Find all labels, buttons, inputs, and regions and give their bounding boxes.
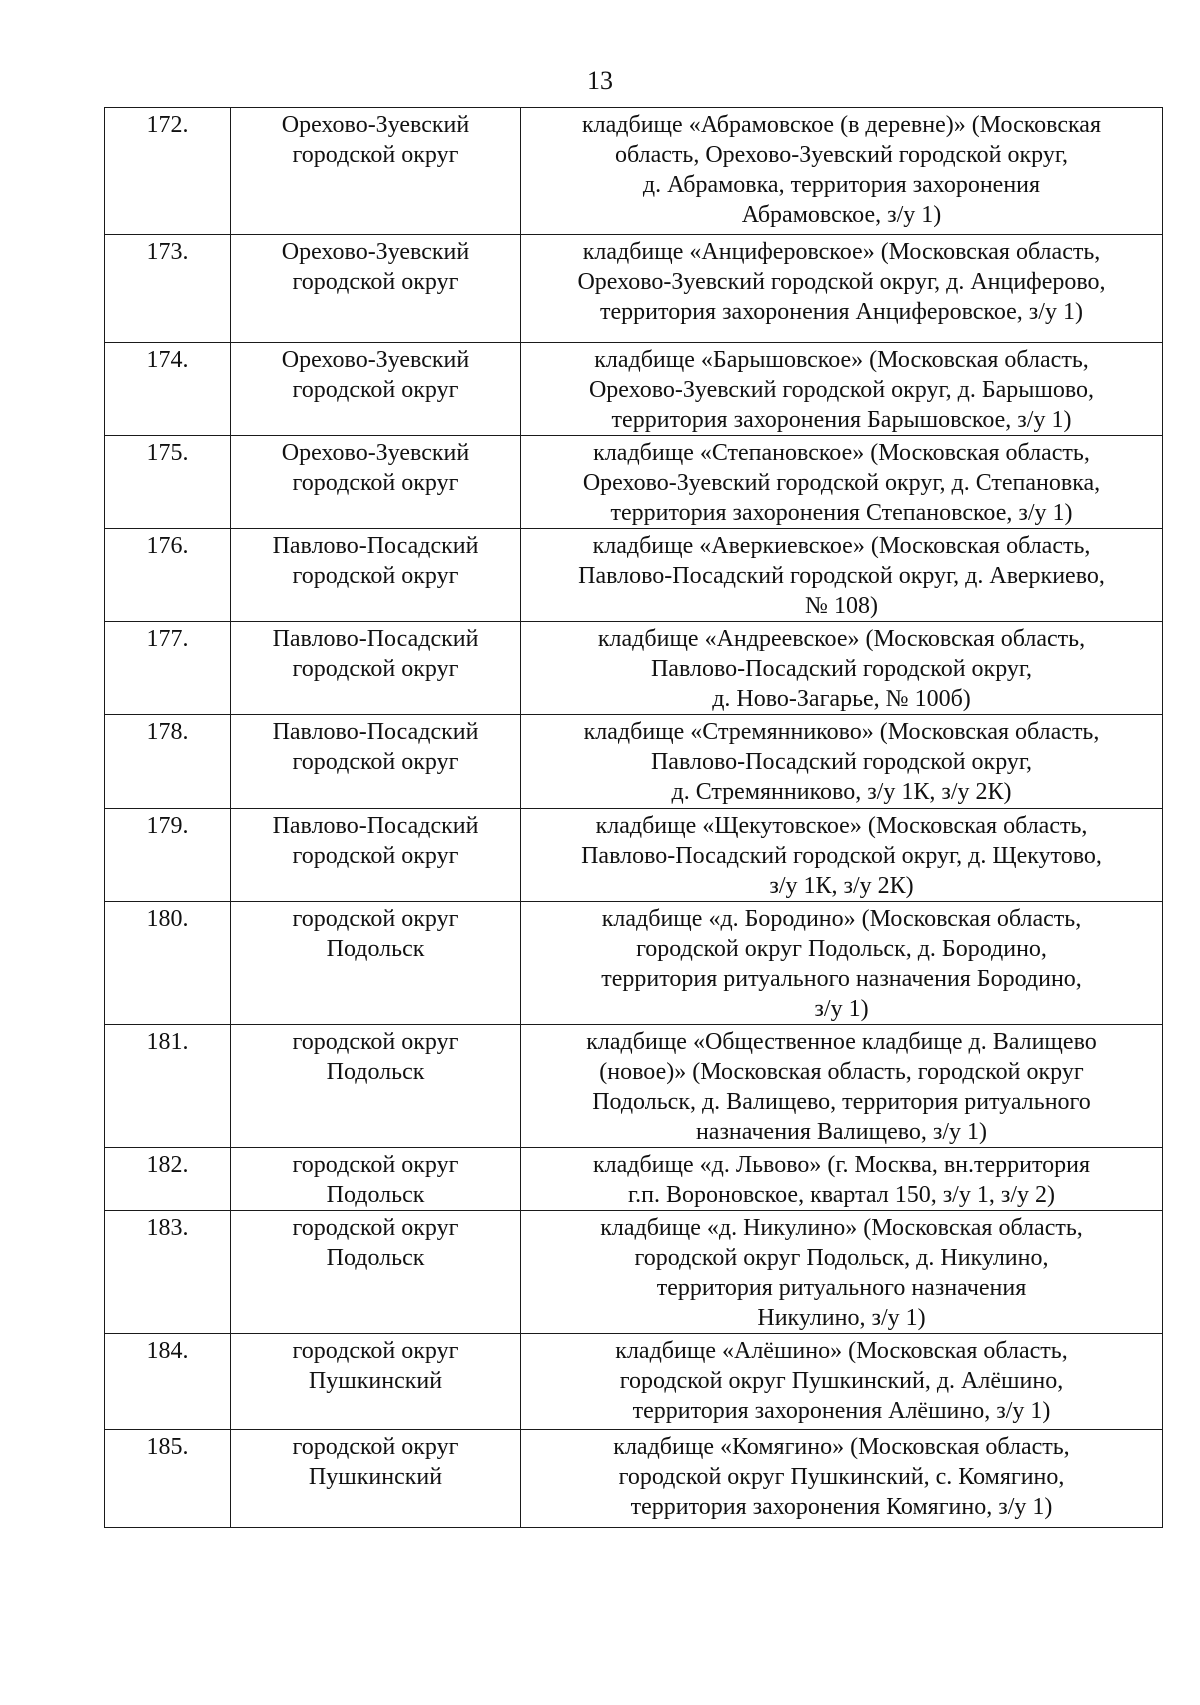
table-row <box>105 1148 1163 1211</box>
district-line: Подольск <box>326 1245 425 1271</box>
cemetery-line: кладбище «Анциферовское» (Московская область, <box>582 239 1101 265</box>
table-row <box>105 436 1163 529</box>
table-row <box>105 622 1163 715</box>
district-line: городской округ <box>292 906 459 932</box>
row-number: 176. <box>105 529 231 622</box>
district-line: городской округ <box>292 1152 459 1178</box>
district-cell <box>231 1430 521 1528</box>
district-line: Подольск <box>326 1182 425 1208</box>
cemetery-line: территория захоронения Анциферовское, з/у 1) <box>600 299 1083 325</box>
district-cell <box>231 902 521 1025</box>
district-line: Пушкинский <box>308 1464 443 1490</box>
district-line: Орехово-Зуевский <box>281 440 470 466</box>
district-line: Павлово-Посадский <box>272 533 479 559</box>
district-cell <box>231 436 521 529</box>
cemetery-line: территория захоронения Степановское, з/у 1) <box>610 500 1073 526</box>
cemetery-cell <box>521 235 1163 343</box>
district-line: городской округ <box>292 142 459 168</box>
table-row <box>105 809 1163 902</box>
cemetery-line: кладбище «Андреевское» (Московская область, <box>597 626 1086 652</box>
cemetery-registry-table <box>104 107 1163 1528</box>
row-number: 173. <box>105 235 231 343</box>
district-line: Пушкинский <box>308 1368 443 1394</box>
district-cell <box>231 1334 521 1430</box>
district-line: городской округ <box>292 563 459 589</box>
cemetery-line: кладбище «Барышовское» (Московская область, <box>594 347 1089 373</box>
district-cell <box>231 529 521 622</box>
cemetery-line: территория захоронения Алёшино, з/у 1) <box>632 1398 1051 1424</box>
row-number: 179. <box>105 809 231 902</box>
cemetery-line: Подольск, д. Валищево, территория ритуального <box>592 1089 1091 1115</box>
cemetery-cell <box>521 1025 1163 1148</box>
cemetery-cell <box>521 1430 1163 1528</box>
cemetery-cell <box>521 529 1163 622</box>
cemetery-line: Абрамовское, з/у 1) <box>741 202 942 228</box>
district-line: Орехово-Зуевский <box>281 239 470 265</box>
cemetery-line: область, Орехово-Зуевский городской округ, <box>615 142 1068 168</box>
row-number: 181. <box>105 1025 231 1148</box>
district-cell <box>231 1025 521 1148</box>
cemetery-line: городской округ Пушкинский, д. Алёшино, <box>619 1368 1064 1394</box>
cemetery-line: назначения Валищево, з/у 1) <box>695 1119 988 1145</box>
cemetery-line: з/у 1К, з/у 2К) <box>769 873 914 899</box>
cemetery-line: кладбище «д. Никулино» (Московская область, <box>600 1215 1083 1241</box>
cemetery-line: д. Ново-Загарье, № 100б) <box>712 686 971 712</box>
district-cell <box>231 1148 521 1211</box>
table-row <box>105 715 1163 809</box>
row-number: 182. <box>105 1148 231 1211</box>
cemetery-line: Павлово-Посадский городской округ, д. Аверкиево, <box>578 563 1105 589</box>
district-cell <box>231 1211 521 1334</box>
row-number: 177. <box>105 622 231 715</box>
registry-body <box>105 108 1163 1528</box>
cemetery-line: г.п. Вороновское, квартал 150, з/у 1, з/у 2) <box>628 1182 1055 1208</box>
cemetery-line: территория ритуального назначения Бородино, <box>601 966 1082 992</box>
district-line: городской округ <box>292 1215 459 1241</box>
row-number: 185. <box>105 1430 231 1528</box>
cemetery-line: д. Стремянниково, з/у 1К, з/у 2К) <box>671 779 1012 805</box>
cemetery-line: кладбище «Общественное кладбище д. Валищево <box>586 1029 1097 1055</box>
district-line: Подольск <box>326 936 425 962</box>
cemetery-cell <box>521 343 1163 436</box>
cemetery-line: кладбище «Комягино» (Московская область, <box>613 1434 1070 1460</box>
cemetery-line: Орехово-Зуевский городской округ, д. Анциферово, <box>577 269 1106 295</box>
district-line: городской округ <box>292 1029 459 1055</box>
cemetery-line: кладбище «д. Бородино» (Московская область, <box>601 906 1082 932</box>
cemetery-line: з/у 1) <box>814 996 869 1022</box>
district-cell <box>231 343 521 436</box>
table-row <box>105 108 1163 235</box>
district-line: Орехово-Зуевский <box>281 347 470 373</box>
table-row <box>105 1430 1163 1528</box>
cemetery-cell <box>521 1148 1163 1211</box>
row-number: 175. <box>105 436 231 529</box>
cemetery-line: Павлово-Посадский городской округ, <box>650 656 1033 682</box>
table-row <box>105 1334 1163 1430</box>
cemetery-line: Павлово-Посадский городской округ, д. Щекутово, <box>581 843 1102 869</box>
row-number: 178. <box>105 715 231 809</box>
cemetery-line: городской округ Подольск, д. Бородино, <box>636 936 1047 962</box>
table-row <box>105 343 1163 436</box>
district-line: городской округ <box>292 656 459 682</box>
cemetery-line: (новое)» (Московская область, городской округ <box>599 1059 1084 1085</box>
cemetery-line: Орехово-Зуевский городской округ, д. Барышово, <box>588 377 1095 403</box>
district-line: Павлово-Посадский <box>272 626 479 652</box>
cemetery-cell <box>521 1211 1163 1334</box>
cemetery-line: Павлово-Посадский городской округ, <box>650 749 1033 775</box>
cemetery-line: территория захоронения Барышовское, з/у 1) <box>611 407 1072 433</box>
district-line: городской округ <box>292 470 459 496</box>
cemetery-line: Орехово-Зуевский городской округ, д. Степановка, <box>582 470 1101 496</box>
cemetery-line: территория захоронения Комягино, з/у 1) <box>630 1494 1053 1520</box>
row-number: 184. <box>105 1334 231 1430</box>
cemetery-line: кладбище «Щекутовское» (Московская область, <box>595 813 1088 839</box>
cemetery-line: кладбище «Аверкиевское» (Московская область, <box>592 533 1091 559</box>
district-line: Павлово-Посадский <box>272 719 479 745</box>
district-line: городской округ <box>292 749 459 775</box>
cemetery-cell <box>521 436 1163 529</box>
cemetery-line: кладбище «Стремянниково» (Московская область, <box>583 719 1100 745</box>
cemetery-cell <box>521 715 1163 809</box>
district-line: городской округ <box>292 269 459 295</box>
table-row <box>105 529 1163 622</box>
district-cell <box>231 622 521 715</box>
cemetery-line: № 108) <box>805 593 878 619</box>
cemetery-line: территория ритуального назначения <box>656 1275 1027 1301</box>
cemetery-cell <box>521 902 1163 1025</box>
table-row <box>105 1211 1163 1334</box>
district-line: Подольск <box>326 1059 425 1085</box>
cemetery-line: кладбище «Алёшино» (Московская область, <box>615 1338 1068 1364</box>
cemetery-line: городской округ Подольск, д. Никулино, <box>634 1245 1049 1271</box>
district-line: городской округ <box>292 843 459 869</box>
cemetery-cell <box>521 622 1163 715</box>
cemetery-line: городской округ Пушкинский, с. Комягино, <box>618 1464 1065 1490</box>
table-row <box>105 902 1163 1025</box>
row-number: 180. <box>105 902 231 1025</box>
cemetery-line: кладбище «Степановское» (Московская область, <box>593 440 1090 466</box>
row-number: 172. <box>105 108 231 235</box>
cemetery-line: Никулино, з/у 1) <box>757 1305 926 1331</box>
cemetery-line: кладбище «Абрамовское (в деревне)» (Московская <box>582 112 1101 138</box>
cemetery-cell <box>521 108 1163 235</box>
district-line: городской округ <box>292 377 459 403</box>
district-line: Орехово-Зуевский <box>281 112 470 138</box>
district-cell <box>231 809 521 902</box>
district-line: Павлово-Посадский <box>272 813 479 839</box>
district-line: городской округ <box>292 1338 459 1364</box>
district-cell <box>231 235 521 343</box>
row-number: 183. <box>105 1211 231 1334</box>
district-cell <box>231 715 521 809</box>
cemetery-cell <box>521 1334 1163 1430</box>
cemetery-line: д. Абрамовка, территория захоронения <box>642 172 1041 198</box>
cemetery-cell <box>521 809 1163 902</box>
cemetery-line: кладбище «д. Львово» (г. Москва, вн.территория <box>592 1152 1091 1178</box>
district-line: городской округ <box>292 1434 459 1460</box>
table-row <box>105 1025 1163 1148</box>
row-number: 174. <box>105 343 231 436</box>
table-row <box>105 235 1163 343</box>
page-number: 13 <box>587 66 613 95</box>
district-cell <box>231 108 521 235</box>
